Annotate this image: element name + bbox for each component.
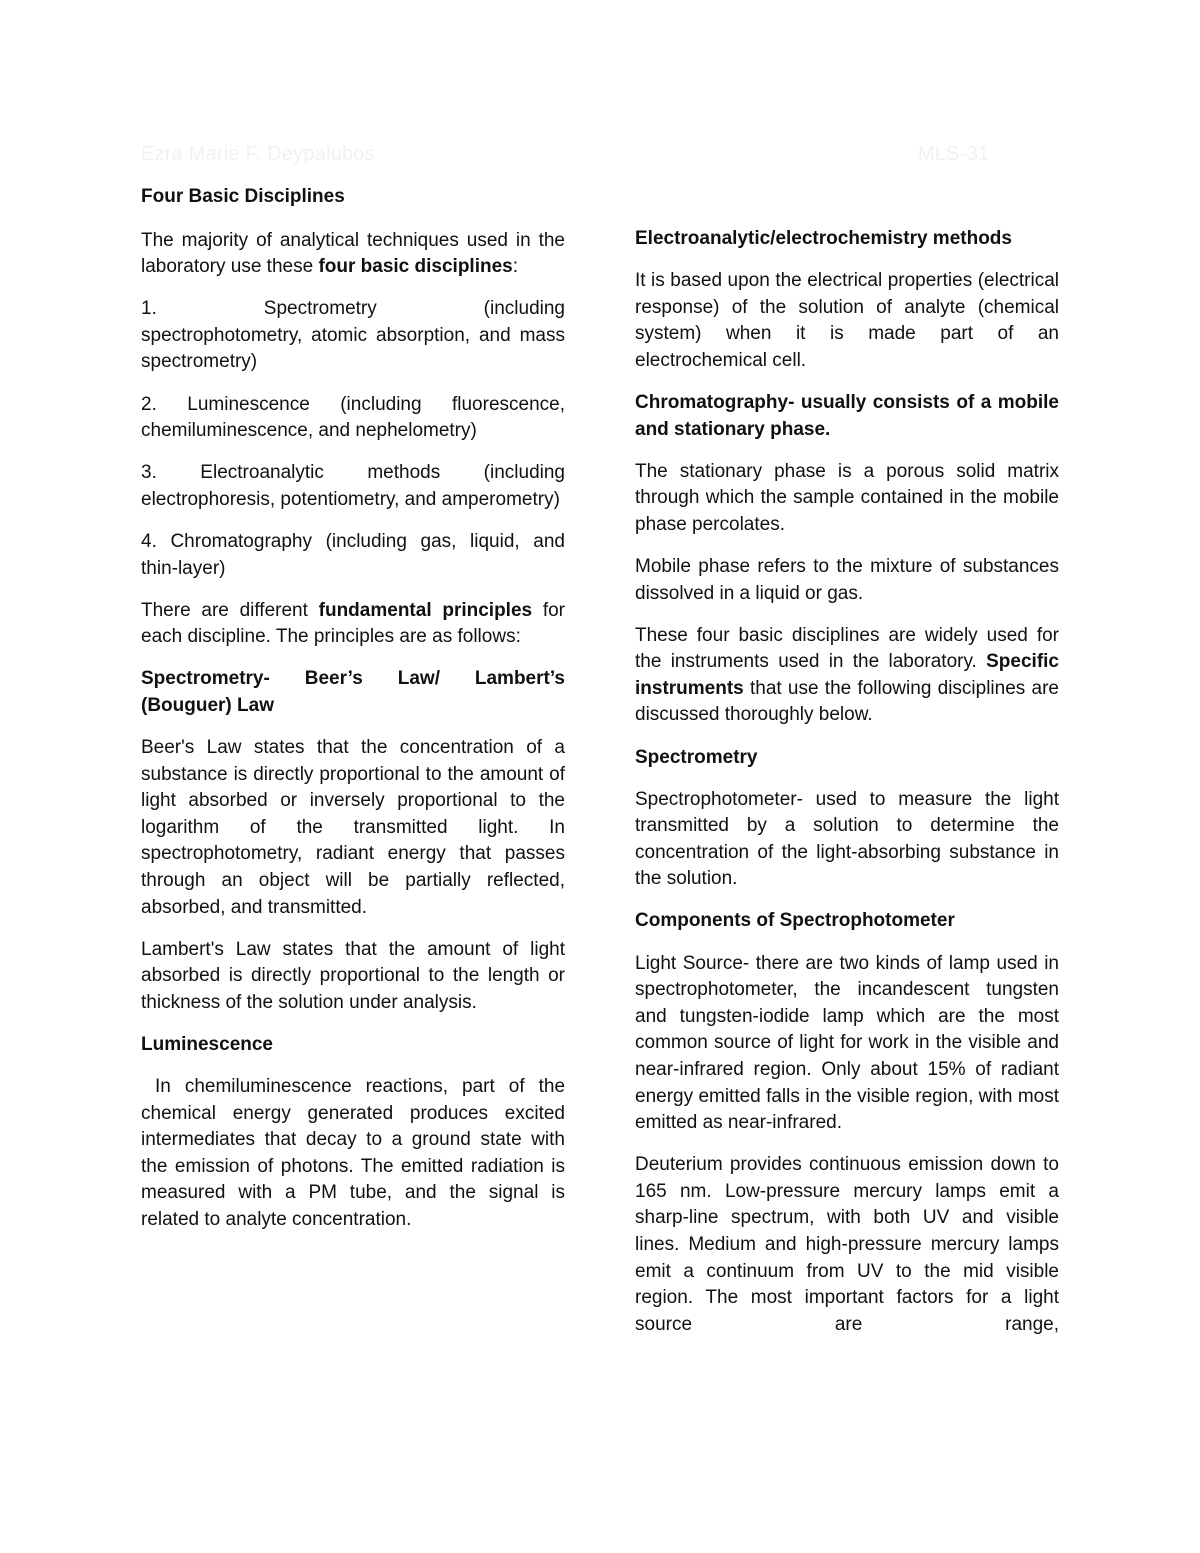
stationary-phase-paragraph: The stationary phase is a porous solid matrix through which the sample contained in the mobile phase percolates. [635, 460, 1059, 535]
discipline-item-3: 3. Electroanalytic methods (including electrophoresis, potentiometry, and amperometry) [141, 462, 565, 510]
section-title: Four Basic Disciplines [141, 186, 345, 207]
deuterium-paragraph: Deuterium provides continuous emission down to 165 nm. Low-pressure mercury lamps emit a sharp-line spectrum, with both UV and visible lines. Medium and high-pressure mercury lamps emit a continuum from UV to the mid visible region. The most important factors for a light source are range, [635, 1154, 1059, 1335]
instruments-emphasis: Specific instruments [635, 651, 1059, 699]
instruments-paragraph: These four basic disciplines are widely used for the instruments used in the laboratory. Specific instruments that use the following disciplines are discussed thoroughly below. [635, 624, 1059, 726]
electroanalytic-heading: Electroanalytic/electrochemistry methods [635, 228, 1012, 249]
spectrophotometer-paragraph: Spectrophotometer- used to measure the light transmitted by a solution to determine the concentration of the light-absorbing substance in the solution. [635, 788, 1059, 890]
lamberts-law-paragraph: Lambert's Law states that the amount of light absorbed is directly proportional to the length or thickness of the solution under analysis. [141, 938, 565, 1013]
header-author: Ezra Marie F. Deypalubos [141, 143, 375, 165]
header-course: MLS-31 [918, 143, 990, 165]
beers-law-paragraph: Beer's Law states that the concentration of a substance is directly proportional to the amount of light absorbed or inversely proportional to the logarithm of the transmitted light. In spectrophotometry, radiant energy that passes through an object will be partially reflected, absorbed, and transmitted. [141, 737, 565, 918]
light-source-paragraph: Light Source- there are two kinds of lamp used in spectrophotometer, the incandescent tungsten and tungsten-iodide lamp which are the most common source of light for work in the visible and near-infrared region. Only about 15% of radiant energy emitted falls in the visible region, with most emitted as near-infrared. [635, 952, 1059, 1134]
spectrometry-heading: Spectrometry [635, 746, 758, 768]
discipline-item-4: 4. Chromatography (including gas, liquid, and thin-layer) [141, 530, 565, 579]
electroanalytic-paragraph: It is based upon the electrical properties (electrical response) of the solution of analyte (chemical system) when it is made part of an electrochemical cell. [635, 270, 1059, 371]
luminescence-heading: Luminescence [141, 1033, 273, 1055]
luminescence-paragraph: In chemiluminescence reactions, part of the chemical energy generated produces excited intermediates that decay to a ground state with the emission of photons. The emitted radiation is measured with a PM tube, and the signal is related to analyte concentration. [141, 1076, 571, 1230]
principles-paragraph: There are different fundamental principles for each discipline. The principles are as follows: [141, 599, 566, 648]
components-heading: Components of Spectrophotometer [635, 910, 955, 932]
intro-paragraph: The majority of analytical techniques used in the laboratory use these four basic disciplines: [141, 229, 565, 278]
left-column [141, 184, 571, 1249]
principles-emphasis: fundamental principles [318, 599, 533, 621]
discipline-item-2: 2. Luminescence (including fluorescence, chemiluminescence, and nephelometry) [141, 393, 565, 442]
discipline-item-1: 1. Spectrometry (including spectrophotometry, atomic absorption, and mass spectrometry) [141, 298, 565, 373]
right-column [635, 226, 1059, 1354]
mobile-phase-paragraph: Mobile phase refers to the mixture of substances dissolved in a liquid or gas. [635, 555, 1059, 604]
chromatography-heading: Chromatography- usually consists of a mobile and stationary phase. [635, 391, 1059, 440]
intro-emphasis: four basic disciplines [318, 256, 513, 278]
spectrometry-law-heading: Spectrometry- Beer’s Law/ Lambert’s (Bouguer) Law [141, 668, 565, 716]
